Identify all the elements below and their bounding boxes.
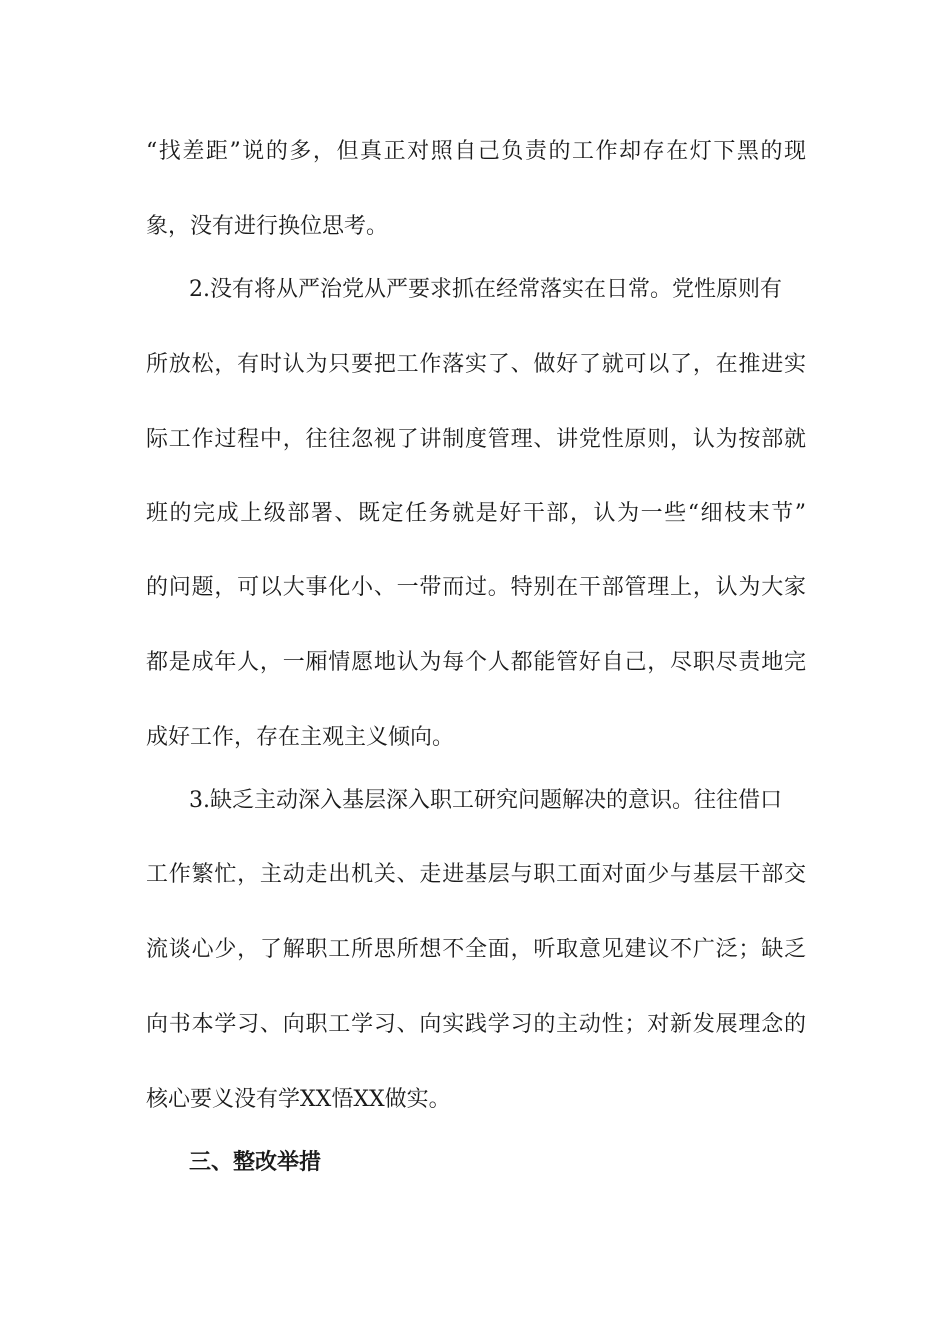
paragraph-2-line-7: 成好工作，存在主观主义倾向。 [146, 725, 455, 750]
paragraph-2-line-2: 所放松，有时认为只要把工作落实了、做好了就可以了，在推进实 [146, 352, 806, 377]
paragraph-1-line-2: 象，没有进行换位思考。 [146, 214, 389, 239]
paragraph-2-line-4: 班的完成上级部署、既定任务就是好干部，认为一些“细枝末节” [146, 501, 806, 526]
paragraph-2-line-3: 际工作过程中，往往忽视了讲制度管理、讲党性原则，认为按部就 [146, 427, 806, 452]
paragraph-3-line-3: 流谈心少，了解职工所思所想不全面，听取意见建议不广泛；缺乏 [146, 937, 806, 962]
paragraph-2-line-6: 都是成年人，一厢情愿地认为每个人都能管好自己，尽职尽责地完 [146, 650, 806, 675]
paragraph-2-line-5: 的问题，可以大事化小、一带而过。特别在干部管理上，认为大家 [146, 575, 806, 600]
paragraph-3-line-5: 核心要义没有学XX悟XX做实。 [146, 1087, 451, 1112]
paragraph-3-line-2: 工作繁忙，主动走出机关、走进基层与职工面对面少与基层干部交 [146, 862, 806, 887]
paragraph-1-line-1: “找差距”说的多，但真正对照自己负责的工作却存在灯下黑的现 [146, 139, 806, 164]
paragraph-3-line-1: 3.缺乏主动深入基层深入职工研究问题解决的意识。往往借口 [189, 788, 782, 813]
paragraph-2-line-1: 2.没有将从严治党从严要求抓在经常落实在日常。党性原则有 [189, 277, 782, 302]
paragraph-3-line-4: 向书本学习、向职工学习、向实践学习的主动性；对新发展理念的 [146, 1012, 806, 1037]
section-heading: 三、整改举措 [189, 1149, 322, 1175]
